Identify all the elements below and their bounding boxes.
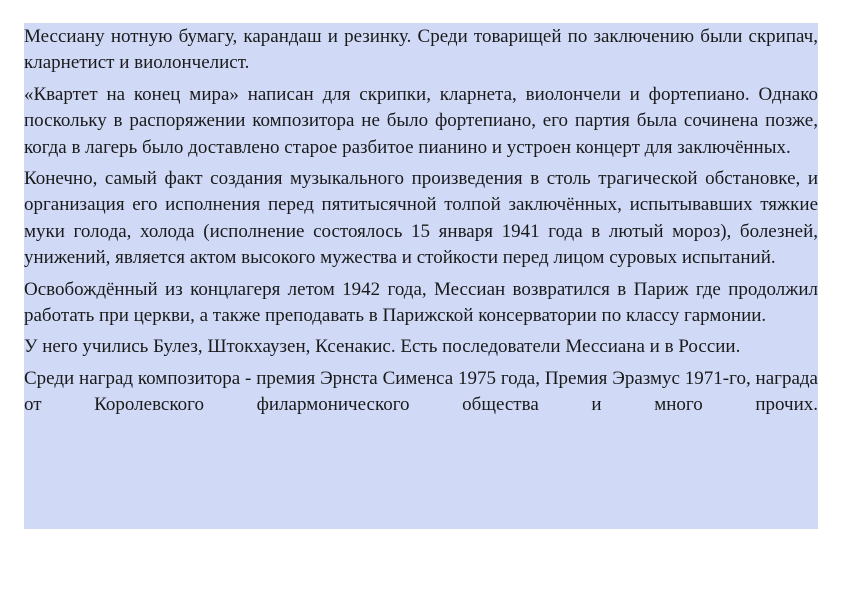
paragraph-1: Мессиану нотную бумагу, карандаш и резинку. Среди товарищей по заключению были скрипач, кларнетист и виолончелист. — [24, 26, 818, 74]
paragraph-3: Конечно, самый факт создания музыкального произведения в столь трагической обстановке, и организация его исполнения перед пятитысячной толпой заключённых, испытывавших тяжкие муки голода, холода (исполнение состоялось 15 января 1941 года в лютый мороз), болезней, унижений, является актом высокого мужества и стойкости перед лицом суровых испытаний. — [24, 168, 818, 269]
paragraph-6: Среди наград композитора - премия Эрнста Сименса 1975 года, Премия Эразмус 1971-го, награда от Королевского филармонического общества и много прочих. — [24, 367, 818, 416]
paragraph-5: У него учились Булез, Штокхаузен, Ксенакис. Есть последователи Мессиана и в России. — [24, 336, 741, 358]
text-block — [24, 23, 818, 529]
paragraph-2: «Квартет на конец мира» написан для скрипки, кларнета, виолончели и фортепиано. Однако поскольку в распоряжении композитора не было фортепиано, его партия была сочинена позже, когда в лагерь было доставлено старое разбитое пианино и устроен концерт для заключённых. — [24, 83, 818, 158]
paragraph-4: Освобождённый из концлагеря летом 1942 года, Мессиан возвратился в Париж где продолжил работать при церкви, а также преподавать в Парижской консерватории по классу гармонии. — [24, 278, 818, 327]
